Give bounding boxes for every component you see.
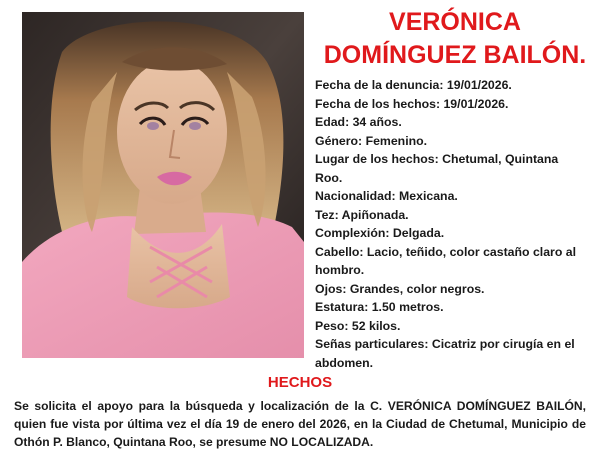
- detail-nationality: Nacionalidad: Mexicana.: [315, 189, 458, 203]
- detail-eyes: Ojos: Grandes, color negros.: [315, 281, 485, 296]
- missing-person-photo: [22, 12, 304, 358]
- missing-person-name: [312, 6, 598, 72]
- detail-height: Estatura: 1.50 metros.: [315, 300, 444, 314]
- detail-marks: Señas particulares: Cicatriz por cirugía en el abdomen.: [315, 337, 575, 370]
- hechos-heading: HECHOS: [267, 374, 333, 391]
- detail-complexion-tone: Tez: Apiñonada.: [315, 207, 409, 222]
- detail-place: Lugar de los hechos: Chetumal, Quintana Roo.: [315, 152, 559, 185]
- portrait-image: [22, 12, 304, 358]
- detail-event-date: Fecha de los hechos: 19/01/2026.: [315, 96, 509, 111]
- detail-weight: Peso: 52 kilos.: [315, 318, 401, 333]
- hechos-paragraph: Se solicita el apoyo para la búsqueda y localización de la C. VERÓNICA DOMÍNGUEZ BAILÓN, quien fue vista por última vez el día 19 de enero del 2026, en la Ciudad de Chetumal, Municipio de Othón P. Blanco, Quintana Roo, se presume NO LOCALIZADA.: [14, 399, 586, 449]
- name-line-2: DOMÍNGUEZ BAILÓN.: [323, 41, 587, 69]
- detail-age: Edad: 34 años.: [315, 115, 402, 129]
- name-line-1: VERÓNICA: [389, 8, 521, 36]
- person-details-list: [315, 76, 585, 372]
- detail-gender: Género: Femenino.: [315, 133, 428, 148]
- detail-hair: Cabello: Lacio, teñido, color castaño claro al hombro.: [315, 244, 577, 277]
- detail-report-date: Fecha de la denuncia: 19/01/2026.: [315, 78, 512, 92]
- detail-build: Complexión: Delgada.: [315, 226, 445, 240]
